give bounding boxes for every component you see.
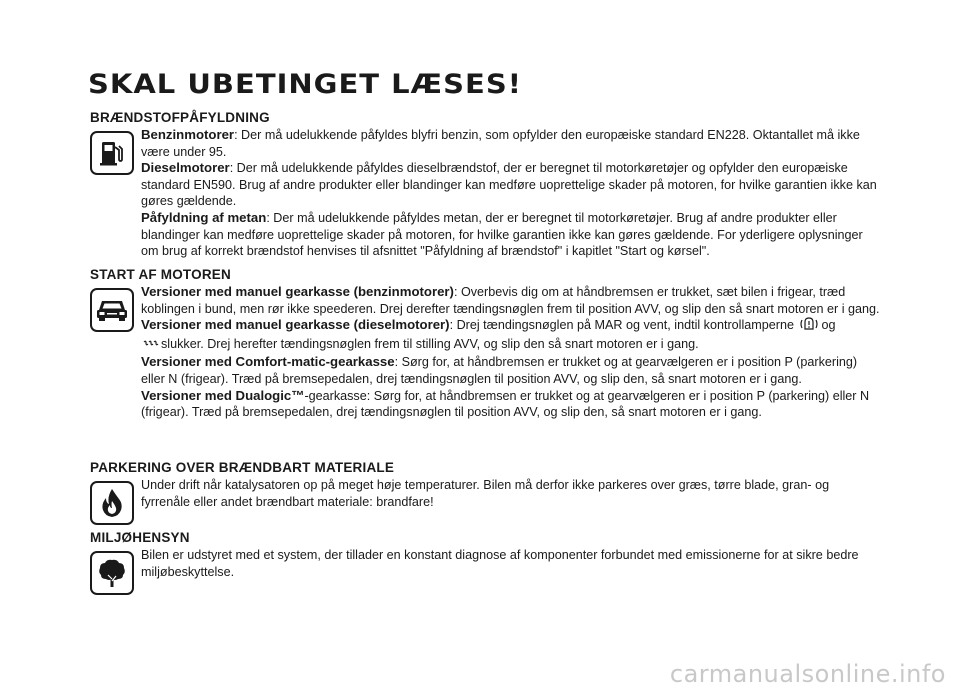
glow-plug-icon bbox=[143, 338, 159, 355]
text-manual-diesel-mid: og bbox=[821, 318, 836, 333]
paragraph-metan bbox=[141, 210, 880, 260]
paragraph-comfort-matic bbox=[141, 354, 880, 387]
paragraph-benzin bbox=[141, 127, 880, 160]
tree-icon bbox=[90, 551, 134, 595]
text-manual-diesel-after: slukker. Drej herefter tændingsnøglen frem til stilling AVV, og slip den så snart motoren er i gang. bbox=[161, 336, 699, 351]
label-diesel: Dieselmotorer bbox=[141, 160, 230, 176]
label-manual-benzin: Versioner med manuel gearkasse (benzinmotorer) bbox=[141, 284, 454, 299]
section-heading-start: START AF MOTOREN bbox=[90, 267, 231, 282]
label-manual-diesel: Versioner med manuel gearkasse (dieselmotorer) bbox=[141, 317, 450, 333]
section-fuel bbox=[90, 110, 880, 260]
label-comfort-matic: Versioner med Comfort-matic-gearkasse bbox=[141, 354, 395, 370]
paragraph-parking: Under drift når katalysatoren op på meget høje temperaturer. Bilen må derfor ikke parkeres over græs, tørre blade, gran- og fyrrenåle eller andet brændbart materiale: brandfare! bbox=[141, 478, 830, 509]
paragraph-manual-diesel bbox=[141, 317, 880, 354]
label-dualogic: Versioner med Dualogic™ bbox=[141, 387, 305, 403]
label-benzin: Benzinmotorer bbox=[141, 127, 235, 142]
label-metan: Påfyldning af metan bbox=[141, 209, 267, 225]
text-comfort-matic: : Sørg for, at håndbremsen er trukket og at gearvælgeren er i position P (parkering) eller N (frigear). Træd på bremsepedalen, drej tændingsnøglen til position AVV, og slip den, så snart motoren er i gang. bbox=[141, 355, 858, 386]
text-benzin: : Der må udelukkende påfyldes blyfri benzin, som opfylder den europæiske standard EN228. Oktantallet må ikke være under 95. bbox=[141, 128, 860, 159]
text-metan: : Der må udelukkende påfyldes metan, der er beregnet til motorkøretøjer. Brug af andre produkter eller blandinger kan medføre uoprettelige skader på motoren, for hvilke garantien ikke kan gøres gældende. For yderligere oplysninger om brug af korrekt brændstof henvises til afsnittet "Påfyldning af brændstof" i kapitlet "Start og kørsel". bbox=[141, 210, 863, 259]
watermark: carmanualsonline.info bbox=[669, 660, 946, 688]
paragraph-manual-benzin bbox=[141, 284, 880, 317]
text-dualogic: -gearkasse: Sørg for, at håndbremsen er trukket og at gearvælgeren er i position P (parkering) eller N (frigear). Træd på bremsepedalen, drej tændingsnøglen til position AVV, og slip den, så snart motoren er i gang. bbox=[141, 388, 870, 420]
paragraph-dualogic bbox=[141, 388, 880, 421]
section-start bbox=[90, 267, 880, 421]
fuel-pump-icon bbox=[90, 131, 134, 175]
page-title: SKAL UBETINGET LÆSES! bbox=[88, 68, 522, 100]
section-environment bbox=[90, 530, 880, 595]
paragraph-environment: Bilen er udstyret med et system, der tillader en konstant diagnose af komponenter forbundet med emissionerne for at sikre bedre miljøbeskyttelse. bbox=[141, 548, 859, 579]
text-diesel: : Der må udelukkende påfyldes dieselbrændstof, der er beregnet til motorkøretøjer og opfylder den europæiske standard EN590. Brug af andre produkter eller blandinger kan medføre uoprettelige skader på motoren, for hvilke garantien ikke kan gøres gældende. bbox=[141, 161, 877, 209]
car-icon bbox=[90, 288, 134, 332]
section-parking bbox=[90, 460, 880, 525]
section-heading-fuel: BRÆNDSTOFPÅFYLDNING bbox=[90, 110, 270, 125]
warning-lamp-icon bbox=[799, 317, 819, 336]
flame-icon bbox=[90, 481, 134, 525]
paragraph-diesel bbox=[141, 160, 880, 210]
text-manual-benzin: : Overbevis dig om at håndbremsen er trukket, sæt bilen i frigear, træd koblingen i bund, men rør ikke speederen. Drej derefter tændingsnøglen frem til position AVV, og slip den så snart motoren er i gang. bbox=[141, 285, 880, 316]
text-manual-diesel-before: : Drej tændingsnøglen på MAR og vent, indtil kontrollamperne bbox=[449, 318, 794, 333]
section-heading-parking: PARKERING OVER BRÆNDBART MATERIALE bbox=[90, 460, 395, 475]
section-heading-environment: MILJØHENSYN bbox=[90, 530, 190, 545]
